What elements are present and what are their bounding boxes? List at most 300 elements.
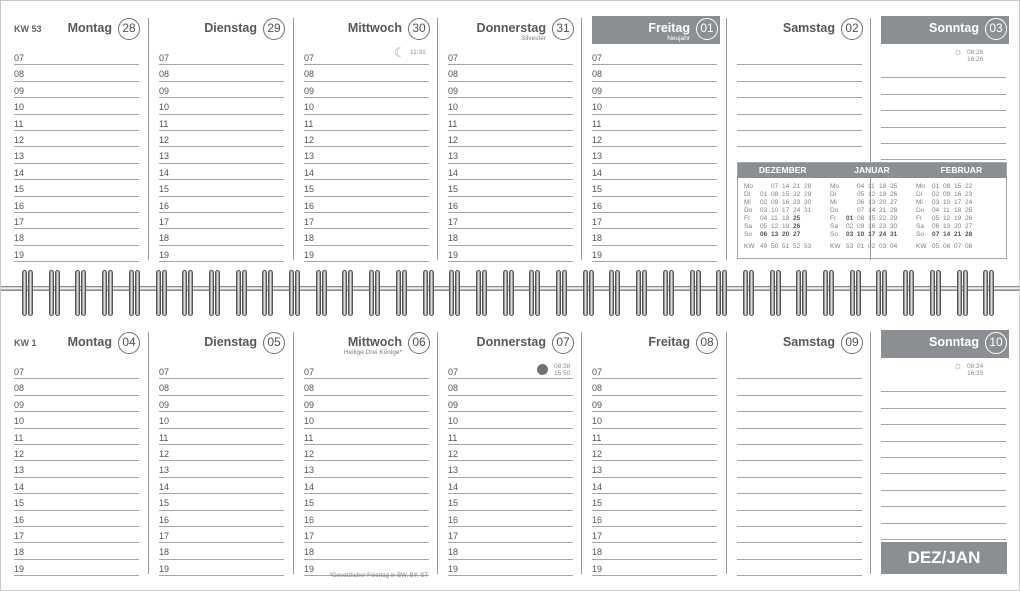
hour-row[interactable] <box>14 197 139 213</box>
hour-row[interactable] <box>14 180 139 196</box>
hour-row[interactable] <box>14 49 139 65</box>
spiral-ring <box>476 270 488 316</box>
hour-label: 18 <box>448 233 459 244</box>
mini-day: 04 <box>932 207 940 214</box>
hour-row[interactable] <box>737 82 862 98</box>
hour-label: 12 <box>592 448 603 459</box>
mini-day: 14 <box>868 207 876 214</box>
mini-day: 29 <box>804 191 812 198</box>
hour-row[interactable] <box>304 147 429 163</box>
mini-day: 11 <box>943 207 950 214</box>
weekday-label: Sa <box>830 223 838 230</box>
hour-row[interactable] <box>592 445 717 461</box>
mini-week-number: 08 <box>965 243 973 250</box>
hour-row[interactable] <box>159 363 284 379</box>
hour-label: 16 <box>14 514 25 525</box>
hour-row[interactable] <box>14 494 139 510</box>
hour-row[interactable] <box>448 49 573 65</box>
hour-row[interactable] <box>881 95 1006 111</box>
hour-row[interactable] <box>159 560 284 576</box>
mini-day: 15 <box>868 215 876 222</box>
hour-row[interactable] <box>159 429 284 445</box>
ring-wire <box>402 270 407 316</box>
hour-row[interactable] <box>448 246 573 262</box>
hour-row[interactable] <box>304 82 429 98</box>
ring-wire <box>22 270 27 316</box>
hour-row[interactable] <box>592 379 717 395</box>
ring-wire <box>509 270 514 316</box>
hour-row[interactable] <box>159 98 284 114</box>
day-number: 06 <box>408 332 430 354</box>
hour-row[interactable] <box>448 115 573 131</box>
hour-row[interactable] <box>159 197 284 213</box>
mini-month-grid <box>830 183 916 251</box>
spiral-ring <box>903 270 915 316</box>
hour-row[interactable] <box>14 115 139 131</box>
hour-row[interactable] <box>737 511 862 527</box>
mini-week-number <box>815 243 826 251</box>
hour-row[interactable] <box>448 560 573 576</box>
hour-row[interactable] <box>881 78 1006 94</box>
hour-row[interactable] <box>14 445 139 461</box>
hour-row[interactable] <box>304 65 429 81</box>
mini-day: 15 <box>782 191 790 198</box>
mini-day: 06 <box>857 199 865 206</box>
hour-row[interactable] <box>14 363 139 379</box>
hour-row[interactable] <box>304 363 429 379</box>
hour-row[interactable] <box>592 180 717 196</box>
mini-day: 17 <box>782 207 790 214</box>
day-header <box>159 330 287 358</box>
hour-row[interactable] <box>448 147 573 163</box>
hour-label: 13 <box>448 465 459 476</box>
mini-day: 01 <box>760 191 768 198</box>
hour-label: 08 <box>448 383 459 394</box>
hour-row[interactable] <box>304 445 429 461</box>
holiday-note: Heilige Drei Könige* <box>343 349 402 356</box>
hour-rows <box>304 45 429 262</box>
mini-day: 10 <box>857 231 865 238</box>
hour-row[interactable] <box>304 461 429 477</box>
mini-day: 11 <box>771 215 778 222</box>
hour-label: 19 <box>448 249 459 260</box>
hour-row[interactable] <box>304 543 429 559</box>
hour-row[interactable] <box>592 197 717 213</box>
hour-row[interactable] <box>881 392 1006 408</box>
spiral-ring <box>876 270 888 316</box>
ring-wire <box>663 270 668 316</box>
hour-row[interactable] <box>159 180 284 196</box>
hour-row[interactable] <box>737 478 862 494</box>
ring-wire <box>503 270 508 316</box>
hour-row[interactable] <box>448 412 573 428</box>
day-column-dienstag <box>159 330 287 574</box>
hour-row[interactable] <box>14 511 139 527</box>
hour-row[interactable] <box>881 442 1006 458</box>
hour-row[interactable] <box>14 246 139 262</box>
hour-row[interactable] <box>737 396 862 412</box>
hour-row[interactable] <box>592 98 717 114</box>
hour-row[interactable] <box>14 229 139 245</box>
day-header <box>448 16 576 44</box>
hour-label: 14 <box>592 481 603 492</box>
hour-row[interactable] <box>881 376 1006 392</box>
hour-row[interactable] <box>448 494 573 510</box>
hour-row[interactable] <box>159 445 284 461</box>
hour-label: 19 <box>592 563 603 574</box>
hour-row[interactable] <box>304 511 429 527</box>
hour-row[interactable] <box>159 527 284 543</box>
mini-day: 10 <box>943 199 951 206</box>
hour-row[interactable] <box>159 164 284 180</box>
hour-row[interactable] <box>592 560 717 576</box>
hour-label: 16 <box>159 514 170 525</box>
hour-row[interactable] <box>448 164 573 180</box>
hour-row[interactable] <box>159 213 284 229</box>
spiral-ring <box>22 270 34 316</box>
mini-day <box>987 191 998 199</box>
hour-label: 09 <box>14 85 25 96</box>
hour-row[interactable] <box>159 511 284 527</box>
weekday-label: Mi <box>830 199 837 206</box>
hour-row[interactable] <box>737 461 862 477</box>
week-page-bottom <box>0 314 1020 579</box>
hour-label: 13 <box>592 151 603 162</box>
mini-day <box>976 191 987 199</box>
spiral-ring <box>182 270 194 316</box>
hour-row[interactable] <box>592 82 717 98</box>
hour-label: 15 <box>159 498 170 509</box>
mini-day: 21 <box>954 231 962 238</box>
mini-day: 20 <box>879 199 887 206</box>
hour-row[interactable] <box>881 144 1006 160</box>
sun-icon: ☼ <box>953 360 964 372</box>
hour-row[interactable] <box>737 65 862 81</box>
hour-row[interactable] <box>14 131 139 147</box>
hour-row[interactable] <box>592 527 717 543</box>
hour-row[interactable] <box>592 543 717 559</box>
hour-row[interactable] <box>592 65 717 81</box>
mini-day: 06 <box>760 231 768 238</box>
mini-day <box>846 191 857 199</box>
hour-row[interactable] <box>159 494 284 510</box>
hour-row[interactable] <box>448 82 573 98</box>
hour-row[interactable] <box>159 396 284 412</box>
hour-row[interactable] <box>14 213 139 229</box>
hour-row[interactable] <box>592 131 717 147</box>
hour-row[interactable] <box>159 461 284 477</box>
hour-row[interactable] <box>304 180 429 196</box>
hour-row[interactable] <box>881 62 1006 78</box>
hour-row[interactable] <box>592 213 717 229</box>
hour-row[interactable] <box>881 458 1006 474</box>
hour-label: 08 <box>304 69 315 80</box>
ring-wire <box>743 270 748 316</box>
hour-row[interactable] <box>159 115 284 131</box>
hour-row[interactable] <box>159 379 284 395</box>
hour-row[interactable] <box>14 543 139 559</box>
hour-row[interactable] <box>737 115 862 131</box>
hour-row[interactable] <box>14 429 139 445</box>
hour-row[interactable] <box>737 49 862 65</box>
hour-label: 09 <box>159 85 170 96</box>
hour-row[interactable] <box>592 478 717 494</box>
hour-row[interactable] <box>448 98 573 114</box>
hour-label: 18 <box>304 233 315 244</box>
hour-row[interactable] <box>737 98 862 114</box>
hour-row[interactable] <box>592 49 717 65</box>
hour-row[interactable] <box>304 412 429 428</box>
day-header <box>304 16 432 44</box>
hour-label: 14 <box>304 167 315 178</box>
hour-row[interactable] <box>159 229 284 245</box>
hour-label: 16 <box>448 200 459 211</box>
hour-row[interactable] <box>448 213 573 229</box>
mini-day: 28 <box>965 231 973 238</box>
mini-day <box>846 199 857 207</box>
hour-rows <box>737 363 862 576</box>
hour-row[interactable] <box>304 213 429 229</box>
hour-row[interactable] <box>304 229 429 245</box>
hour-row[interactable] <box>304 98 429 114</box>
hour-row[interactable] <box>304 527 429 543</box>
hour-row[interactable] <box>159 82 284 98</box>
hour-label: 16 <box>14 200 25 211</box>
hour-row[interactable] <box>448 197 573 213</box>
ring-wire <box>589 270 594 316</box>
hour-label: 17 <box>592 216 603 227</box>
mini-day: 05 <box>760 223 768 230</box>
day-column-samstag <box>737 330 865 358</box>
weekday-label: Di <box>744 191 751 198</box>
ring-wire <box>609 270 614 316</box>
hour-row[interactable] <box>881 507 1006 523</box>
hour-row[interactable] <box>14 412 139 428</box>
week-number: KW 1 <box>14 338 37 348</box>
hour-row[interactable] <box>159 49 284 65</box>
spiral-ring <box>796 270 808 316</box>
hour-row[interactable] <box>448 543 573 559</box>
mini-day: 16 <box>954 191 962 198</box>
hour-row[interactable] <box>14 396 139 412</box>
hour-row[interactable] <box>737 494 862 510</box>
moon-time-2: 11:31 <box>410 49 426 56</box>
hour-row[interactable] <box>881 111 1006 127</box>
column-divider <box>870 332 871 574</box>
hour-row[interactable] <box>592 363 717 379</box>
hour-row[interactable] <box>448 229 573 245</box>
mini-week-number: 50 <box>771 243 779 250</box>
day-column-mittwoch <box>304 16 432 260</box>
hour-row[interactable] <box>881 409 1006 425</box>
hour-row[interactable] <box>448 396 573 412</box>
spiral-ring <box>316 270 328 316</box>
hour-row[interactable] <box>737 379 862 395</box>
hour-row[interactable] <box>592 115 717 131</box>
hour-row[interactable] <box>737 412 862 428</box>
day-number: 01 <box>696 18 718 40</box>
hour-row[interactable] <box>159 543 284 559</box>
hour-row[interactable] <box>881 425 1006 441</box>
hour-row[interactable] <box>159 478 284 494</box>
hour-row[interactable] <box>448 379 573 395</box>
hour-row[interactable] <box>448 445 573 461</box>
ring-wire <box>236 270 241 316</box>
hour-row[interactable] <box>14 461 139 477</box>
ring-wire <box>455 270 460 316</box>
mini-day <box>815 199 826 207</box>
hour-row[interactable] <box>737 131 862 147</box>
hour-row[interactable] <box>592 429 717 445</box>
hour-label: 07 <box>592 367 603 377</box>
hour-row[interactable] <box>592 494 717 510</box>
mini-day: 25 <box>793 215 801 222</box>
holiday-note: Silvester <box>521 35 546 42</box>
mini-day <box>901 223 912 231</box>
hour-label: 13 <box>159 151 170 162</box>
moon-time-2: 15:50 <box>554 370 571 377</box>
spiral-ring <box>663 270 675 316</box>
hour-label: 16 <box>592 514 603 525</box>
hour-row[interactable] <box>448 180 573 196</box>
mini-day <box>987 183 998 191</box>
hour-row[interactable] <box>592 412 717 428</box>
weekday-label: Mi <box>916 199 923 206</box>
day-name: Samstag <box>782 335 835 349</box>
hour-label: 08 <box>592 383 603 394</box>
hour-row[interactable] <box>737 363 862 379</box>
hour-row[interactable] <box>159 412 284 428</box>
hour-row[interactable] <box>14 164 139 180</box>
hour-row[interactable] <box>14 527 139 543</box>
day-column-samstag <box>737 16 865 44</box>
spiral-ring <box>716 270 728 316</box>
mini-day: 13 <box>868 199 876 206</box>
mini-day <box>901 191 912 199</box>
ring-wire <box>776 270 781 316</box>
hour-row[interactable] <box>14 82 139 98</box>
hour-row[interactable] <box>14 65 139 81</box>
hour-row[interactable] <box>592 396 717 412</box>
hour-row[interactable] <box>592 229 717 245</box>
hour-row[interactable] <box>592 147 717 163</box>
mini-week-number: 03 <box>879 243 887 250</box>
day-number: 08 <box>696 332 718 354</box>
hour-label: 18 <box>304 547 315 558</box>
mini-day: 25 <box>890 183 898 190</box>
hour-row[interactable] <box>737 527 862 543</box>
hour-rows <box>14 363 139 576</box>
hour-row[interactable] <box>304 164 429 180</box>
hour-label: 19 <box>159 563 170 574</box>
hour-row[interactable] <box>304 115 429 131</box>
day-header <box>304 330 432 358</box>
weekday-label: Do <box>916 207 925 214</box>
hour-row[interactable] <box>448 527 573 543</box>
hour-row[interactable] <box>14 147 139 163</box>
hour-label: 09 <box>304 85 315 96</box>
ring-wire <box>562 270 567 316</box>
hour-label: 19 <box>159 249 170 260</box>
hour-label: 09 <box>592 85 603 96</box>
hour-row[interactable] <box>592 461 717 477</box>
hour-label: 10 <box>448 102 459 113</box>
weekday-label: So <box>916 231 924 238</box>
hour-row[interactable] <box>448 511 573 527</box>
hour-row[interactable] <box>304 396 429 412</box>
hour-row[interactable] <box>881 128 1006 144</box>
hour-row[interactable] <box>304 429 429 445</box>
hour-row[interactable] <box>304 494 429 510</box>
hour-row[interactable] <box>737 445 862 461</box>
hour-row[interactable] <box>448 131 573 147</box>
hour-row[interactable] <box>448 65 573 81</box>
hour-label: 12 <box>14 134 25 145</box>
sunset-time: 16:35 <box>967 370 984 377</box>
hour-row[interactable] <box>737 560 862 576</box>
weekday-label: Sa <box>916 223 924 230</box>
hour-row[interactable] <box>737 429 862 445</box>
hour-label: 11 <box>304 118 314 129</box>
hour-row[interactable] <box>448 478 573 494</box>
hour-label: 15 <box>448 184 459 195</box>
hour-row[interactable] <box>592 246 717 262</box>
hour-row[interactable] <box>304 131 429 147</box>
hour-row[interactable] <box>592 164 717 180</box>
hour-label: 07 <box>14 53 25 63</box>
hour-row[interactable] <box>159 65 284 81</box>
hour-row[interactable] <box>304 478 429 494</box>
hour-row[interactable] <box>159 131 284 147</box>
hour-row[interactable] <box>14 98 139 114</box>
mini-month-grid <box>744 183 830 251</box>
weekday-label: Fr <box>916 215 923 222</box>
mini-day: 07 <box>932 231 940 238</box>
sunrise-sunset <box>953 360 1007 377</box>
ring-wire <box>423 270 428 316</box>
hour-label: 12 <box>592 134 603 145</box>
mini-day: 18 <box>782 215 790 222</box>
hour-row[interactable] <box>737 543 862 559</box>
hour-label: 14 <box>448 167 459 178</box>
mini-day: 11 <box>868 183 875 190</box>
hour-label: 19 <box>592 249 603 260</box>
mini-day <box>976 183 987 191</box>
mini-day: 07 <box>857 207 865 214</box>
mini-day: 24 <box>879 231 887 238</box>
hour-row[interactable] <box>159 246 284 262</box>
hour-row[interactable] <box>592 511 717 527</box>
hour-row[interactable] <box>881 474 1006 490</box>
mini-day: 09 <box>857 223 865 230</box>
hour-row[interactable] <box>881 491 1006 507</box>
hour-row[interactable] <box>159 147 284 163</box>
day-header <box>592 330 720 358</box>
mini-day: 03 <box>846 231 854 238</box>
hour-row[interactable] <box>14 560 139 576</box>
hour-row[interactable] <box>304 379 429 395</box>
hour-row[interactable] <box>304 246 429 262</box>
hour-label: 13 <box>448 151 459 162</box>
hour-row[interactable] <box>14 379 139 395</box>
mini-week-number: 53 <box>804 243 812 250</box>
ring-wire <box>983 270 988 316</box>
hour-row[interactable] <box>448 429 573 445</box>
hour-row[interactable] <box>304 197 429 213</box>
hour-row[interactable] <box>448 461 573 477</box>
hour-row[interactable] <box>14 478 139 494</box>
hour-row[interactable] <box>881 524 1006 540</box>
